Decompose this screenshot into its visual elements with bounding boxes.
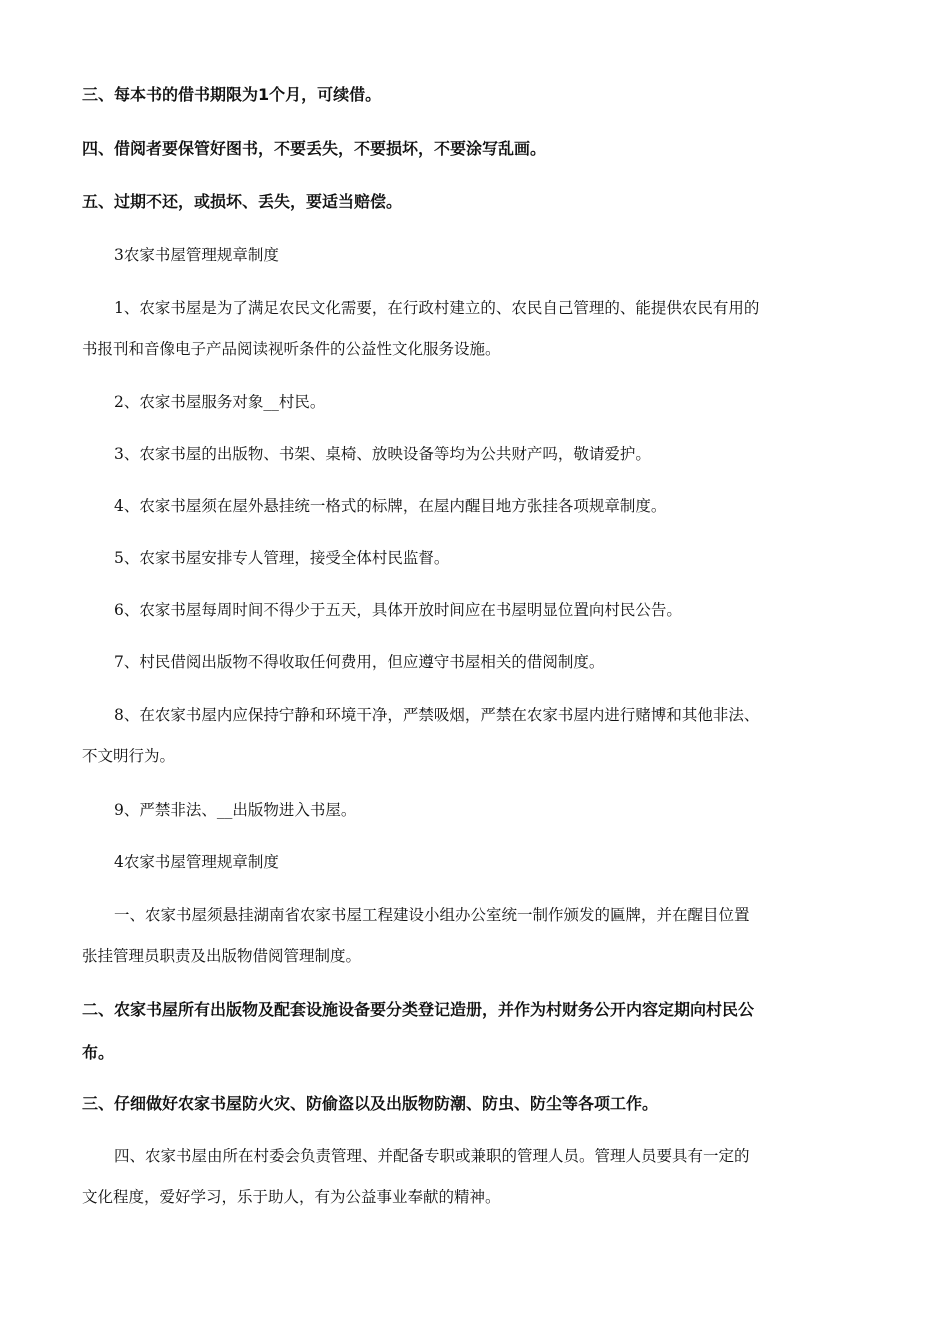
section-4-item-1-line-2: 张挂管理员职责及出版物借阅管理制度。 bbox=[82, 947, 362, 965]
section-3-item-2: 2、农家书屋服务对象__村民。 bbox=[114, 393, 326, 411]
section-3-item-8-line-1: 8、在农家书屋内应保持宁静和环境干净，严禁吸烟，严禁在农家书屋内进行赌博和其他非法、 bbox=[114, 706, 760, 724]
section-4-item-4-line-2: 文化程度，爱好学习，乐于助人，有为公益事业奉献的精神。 bbox=[82, 1188, 501, 1206]
rule-3: 三、每本书的借书期限为1个月，可续借。 bbox=[82, 85, 382, 104]
section-4-item-2-line-1: 二、农家书屋所有出版物及配套设施设备要分类登记造册，并作为村财务公开内容定期向村民公 bbox=[82, 1000, 755, 1019]
section-3-heading: 3农家书屋管理规章制度 bbox=[114, 246, 279, 264]
section-3-item-4: 4、农家书屋须在屋外悬挂统一格式的标牌，在屋内醒目地方张挂各项规章制度。 bbox=[114, 497, 667, 515]
section-4-item-2-line-2: 布。 bbox=[82, 1043, 115, 1062]
section-4-heading: 4农家书屋管理规章制度 bbox=[114, 853, 279, 871]
section-4-item-4-line-1: 四、农家书屋由所在村委会负责管理、并配备专职或兼职的管理人员。管理人员要具有一定的 bbox=[114, 1147, 750, 1165]
section-3-item-3: 3、农家书屋的出版物、书架、桌椅、放映设备等均为公共财产吗，敬请爱护。 bbox=[114, 445, 651, 463]
rule-4: 四、借阅者要保管好图书，不要丢失，不要损坏，不要涂写乱画。 bbox=[82, 139, 547, 158]
section-3-item-8-line-2: 不文明行为。 bbox=[82, 747, 176, 765]
section-3-item-9: 9、严禁非法、__出版物进入书屋。 bbox=[114, 801, 357, 819]
section-3-item-6: 6、农家书屋每周时间不得少于五天，具体开放时间应在书屋明显位置向村民公告。 bbox=[114, 601, 682, 619]
section-3-item-5: 5、农家书屋安排专人管理，接受全体村民监督。 bbox=[114, 549, 450, 567]
section-3-item-7: 7、村民借阅出版物不得收取任何费用，但应遵守书屋相关的借阅制度。 bbox=[114, 653, 605, 671]
section-4-item-3: 三、仔细做好农家书屋防火灾、防偷盗以及出版物防潮、防虫、防尘等各项工作。 bbox=[82, 1094, 659, 1113]
section-4-item-1-line-1: 一、农家书屋须悬挂湖南省农家书屋工程建设小组办公室统一制作颁发的匾牌，并在醒目位置 bbox=[114, 906, 750, 924]
rule-5: 五、过期不还，或损坏、丢失，要适当赔偿。 bbox=[82, 192, 403, 211]
section-3-item-1-line-2: 书报刊和音像电子产品阅读视听条件的公益性文化服务设施。 bbox=[82, 340, 501, 358]
section-3-item-1-line-1: 1、农家书屋是为了满足农民文化需要，在行政村建立的、农民自己管理的、能提供农民有用的 bbox=[114, 299, 760, 317]
